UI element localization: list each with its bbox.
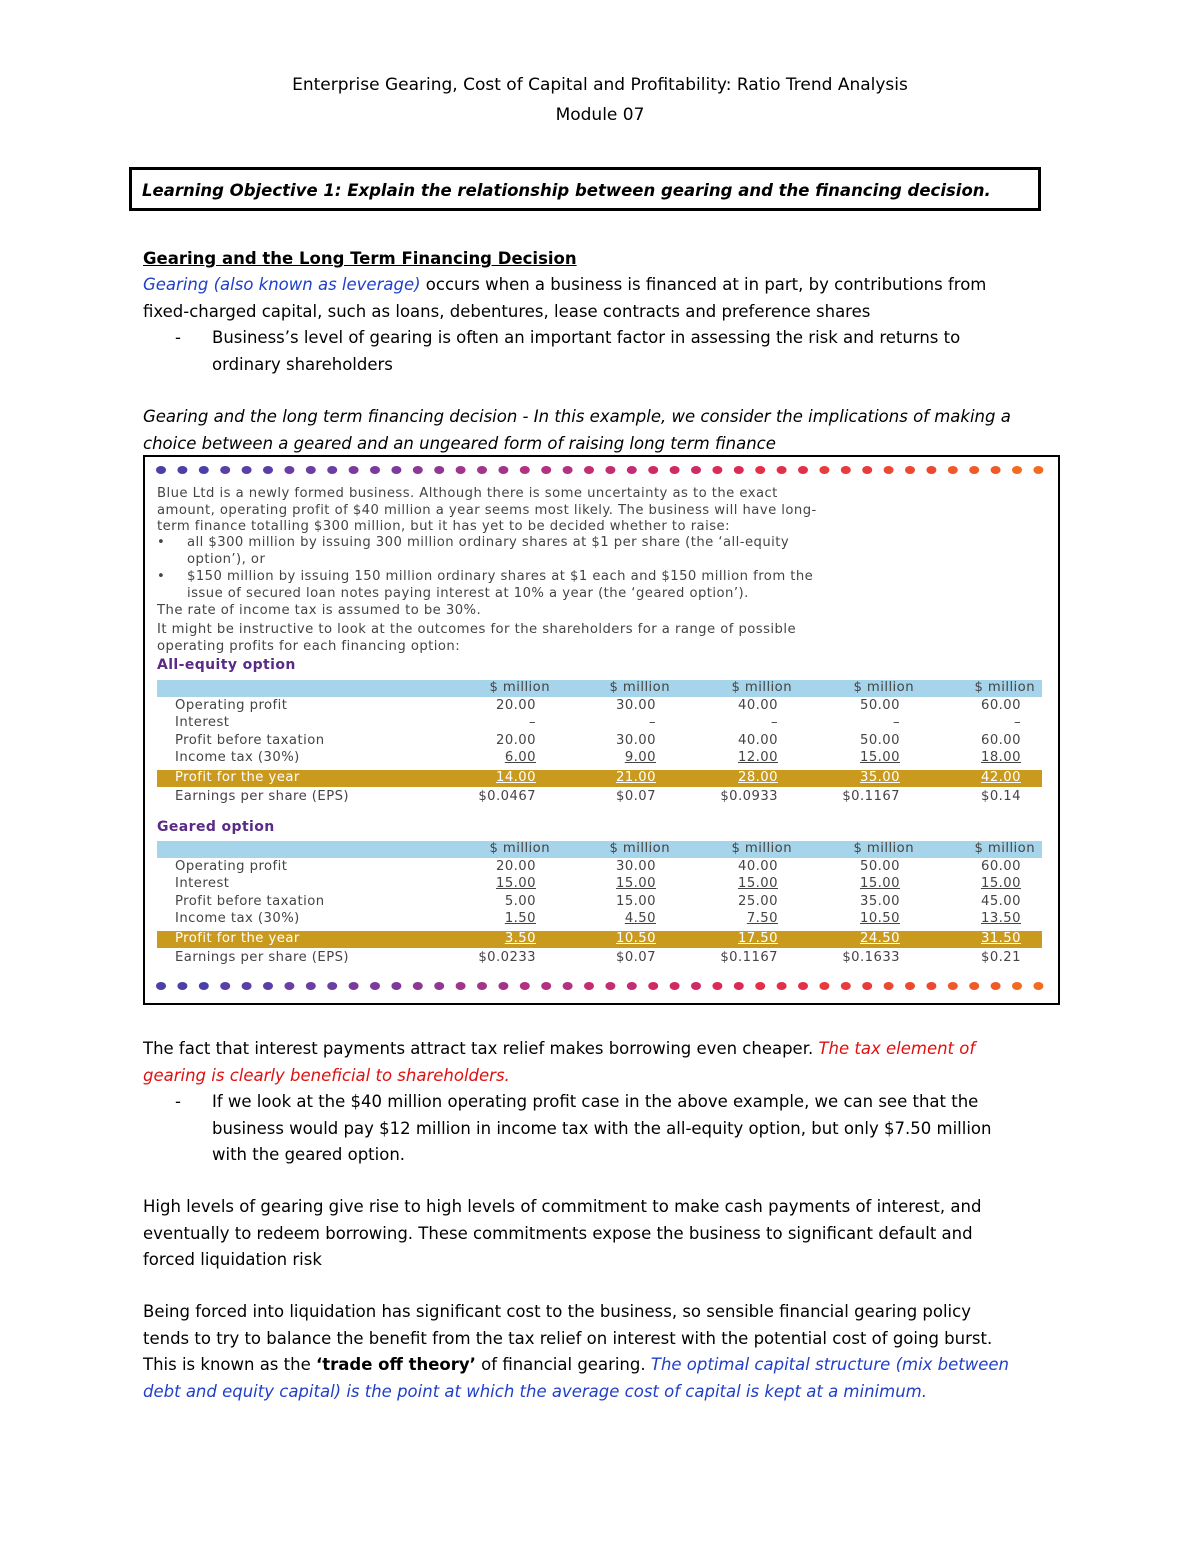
all-equity-title: All-equity option <box>157 657 296 673</box>
table-cell: 15.00 <box>859 876 900 891</box>
bullet-dot: • <box>157 569 166 584</box>
gearing-definition <box>143 272 1048 325</box>
table-cell: 3.50 <box>504 931 536 946</box>
divider-dot <box>284 982 294 990</box>
table-cell: 15.00 <box>615 876 656 891</box>
divider-dot <box>563 466 573 474</box>
table-cell: 35.00 <box>859 894 900 909</box>
p1-red2: gearing is clearly beneficial to shareholders. <box>143 1065 510 1085</box>
table-row <box>157 911 1042 928</box>
divider-dot <box>670 982 680 990</box>
table-cell: – <box>892 715 900 730</box>
divider-dot <box>584 982 594 990</box>
table-cell: 30.00 <box>615 733 656 748</box>
divider-dot <box>627 982 637 990</box>
p1-start: The fact that interest payments attract tax relief makes borrowing even cheaper. <box>143 1039 819 1058</box>
table-cell: 45.00 <box>980 894 1021 909</box>
divider-dot <box>884 466 894 474</box>
figure-intro <box>157 486 1042 536</box>
dots-divider-top <box>153 465 1048 475</box>
table-header-row <box>157 680 1042 697</box>
table-row <box>157 750 1042 767</box>
table-row <box>157 733 1042 750</box>
divider-dot <box>691 982 701 990</box>
divider-dot <box>498 982 508 990</box>
table-cell: 50.00 <box>859 698 900 713</box>
divider-dot <box>884 982 894 990</box>
divider-dot <box>798 982 808 990</box>
divider-dot <box>477 982 487 990</box>
opt1-line1: all $300 million by issuing 300 million ordinary shares at $1 per share (the ‘all-equity <box>187 535 790 550</box>
table-cell: $0.1167 <box>842 789 900 804</box>
gearing-term: Gearing (also known as leverage) <box>143 275 421 294</box>
table-cell: $0.0467 <box>478 789 536 804</box>
divider-dot <box>926 466 936 474</box>
divider-dot <box>563 982 573 990</box>
divider-dot <box>177 466 187 474</box>
divider-dot <box>242 466 252 474</box>
divider-dot <box>819 466 829 474</box>
table-cell: 20.00 <box>495 859 536 874</box>
divider-dot <box>177 982 187 990</box>
divider-dot <box>306 982 316 990</box>
p1-red1: The tax element of <box>818 1039 976 1058</box>
table-cell: 20.00 <box>495 698 536 713</box>
dots-divider-bottom <box>153 981 1048 991</box>
bullet-gearing-risk <box>175 325 1045 378</box>
p2-line1: High levels of gearing give rise to high levels of commitment to make cash payments of interest, and <box>143 1197 982 1216</box>
divider-dot <box>349 982 359 990</box>
divider-dot <box>991 466 1001 474</box>
divider-dot <box>734 466 744 474</box>
p2-line3: forced liquidation risk <box>143 1250 322 1269</box>
table-cell: 31.50 <box>980 931 1021 946</box>
divider-dot <box>755 982 765 990</box>
table-cell: $0.0933 <box>720 789 778 804</box>
column-header: $ million <box>853 680 914 695</box>
divider-dot <box>242 982 252 990</box>
table-cell: 60.00 <box>980 733 1021 748</box>
opt2-line1: $150 million by issuing 150 million ordinary shares at $1 each and $150 million from the <box>187 569 814 584</box>
divider-dot <box>755 466 765 474</box>
table-cell: 12.00 <box>737 750 778 765</box>
learning-objective-box <box>129 167 1041 211</box>
divider-dot <box>648 466 658 474</box>
divider-dot <box>627 466 637 474</box>
row-label: Profit for the year <box>175 770 300 785</box>
divider-dot <box>413 466 423 474</box>
column-header: $ million <box>974 680 1035 695</box>
table-cell: 15.00 <box>980 876 1021 891</box>
divider-dot <box>798 466 808 474</box>
table-cell: 15.00 <box>615 894 656 909</box>
section-heading <box>143 246 1048 273</box>
divider-dot <box>777 982 787 990</box>
table-cell: 6.00 <box>504 750 536 765</box>
table-cell: 40.00 <box>737 698 778 713</box>
table-cell: 50.00 <box>859 859 900 874</box>
bullet1-line2: ordinary shareholders <box>212 354 393 374</box>
example-line1: Gearing and the long term financing decision - In this example, we consider the implications of making a <box>143 407 1011 426</box>
p3-blue2: debt and equity capital) is the point at which the average cost of capital is kept at a minimum. <box>143 1381 927 1401</box>
divider-dot <box>734 982 744 990</box>
row-label: Interest <box>175 715 230 730</box>
divider-dot <box>541 982 551 990</box>
learning-objective-text: Learning Objective 1: Explain the relationship between gearing and the financing decision. <box>142 181 991 200</box>
divider-dot <box>926 982 936 990</box>
divider-dot <box>370 466 380 474</box>
divider-dot <box>327 982 337 990</box>
table-cell: 21.00 <box>615 770 656 785</box>
divider-dot <box>841 466 851 474</box>
table-cell: 10.50 <box>859 911 900 926</box>
p3-line2: tends to try to balance the benefit from the tax relief on interest with the potential cost of going burst. <box>143 1328 993 1348</box>
column-header: $ million <box>731 680 792 695</box>
divider-dot <box>199 982 209 990</box>
row-label: Profit before taxation <box>175 733 325 748</box>
column-header: $ million <box>609 841 670 856</box>
table-cell: $0.0233 <box>478 950 536 965</box>
divider-dot <box>520 466 530 474</box>
divider-dot <box>1033 466 1043 474</box>
bullet1-line1: Business’s level of gearing is often an important factor in assessing the risk and returns to <box>212 328 961 347</box>
table-row <box>157 931 1042 948</box>
table-cell: 18.00 <box>980 750 1021 765</box>
row-label: Income tax (30%) <box>175 750 300 765</box>
p3-line1: Being forced into liquidation has significant cost to the business, so sensible financial gearing policy <box>143 1302 971 1321</box>
table-cell: $0.07 <box>615 950 656 965</box>
divider-dot <box>220 466 230 474</box>
table-cell: 24.50 <box>859 931 900 946</box>
table-cell: $0.07 <box>615 789 656 804</box>
divider-dot <box>391 982 401 990</box>
table-cell: 42.00 <box>980 770 1021 785</box>
document-title: Enterprise Gearing, Cost of Capital and Profitability: Ratio Trend Analysis <box>292 75 908 95</box>
table-row <box>157 859 1042 876</box>
trade-off-term: ‘trade off theory’ <box>315 1355 476 1374</box>
table-header-row <box>157 841 1042 858</box>
option2-bullet <box>157 569 1042 602</box>
divider-dot <box>306 466 316 474</box>
divider-dot <box>434 466 444 474</box>
column-header: $ million <box>974 841 1035 856</box>
table-cell: 14.00 <box>495 770 536 785</box>
dash-marker: - <box>175 328 181 347</box>
table-cell: 1.50 <box>504 911 536 926</box>
table-cell: 28.00 <box>737 770 778 785</box>
divider-dot <box>284 466 294 474</box>
divider-dot <box>434 982 444 990</box>
definition-line2: fixed-charged capital, such as loans, debentures, lease contracts and preference shares <box>143 301 871 321</box>
instr-line2: operating profits for each financing option: <box>157 638 461 654</box>
divider-dot <box>969 466 979 474</box>
tax-relief-paragraph <box>143 1036 1048 1089</box>
table-cell: – <box>648 715 656 730</box>
table-row <box>157 698 1042 715</box>
opt2-line2: issue of secured loan notes paying interest at 10% a year (the ‘geared option’). <box>187 585 749 601</box>
table-cell: 40.00 <box>737 733 778 748</box>
divider-dot <box>327 466 337 474</box>
trade-off-paragraph <box>143 1299 1048 1405</box>
table-cell: – <box>770 715 778 730</box>
divider-dot <box>1033 982 1043 990</box>
b2-line3: with the geared option. <box>212 1145 406 1164</box>
table-cell: 35.00 <box>859 770 900 785</box>
table-row <box>157 876 1042 893</box>
table-row <box>157 789 1042 806</box>
divider-dot <box>819 982 829 990</box>
table-cell: 60.00 <box>980 698 1021 713</box>
divider-dot <box>199 466 209 474</box>
table-cell: 15.00 <box>495 876 536 891</box>
divider-dot <box>905 982 915 990</box>
intro-line1: Blue Ltd is a newly formed business. Although there is some uncertainty as to the exact <box>157 486 778 501</box>
divider-dot <box>948 466 958 474</box>
table-cell: 15.00 <box>859 750 900 765</box>
table-row <box>157 894 1042 911</box>
divider-dot <box>862 982 872 990</box>
option1-bullet <box>157 535 1042 568</box>
table-row <box>157 950 1042 967</box>
divider-dot <box>456 466 466 474</box>
example-line2: choice between a geared and an ungeared form of raising long term finance <box>143 433 776 453</box>
divider-dot <box>905 466 915 474</box>
divider-dot <box>370 982 380 990</box>
table-cell: 10.50 <box>615 931 656 946</box>
divider-dot <box>712 982 722 990</box>
dash-marker: - <box>175 1092 181 1111</box>
table-cell: 30.00 <box>615 859 656 874</box>
divider-dot <box>670 466 680 474</box>
bullet-tax-example <box>175 1089 1045 1169</box>
example-intro <box>143 404 1048 457</box>
divider-dot <box>948 982 958 990</box>
divider-dot <box>712 466 722 474</box>
table-cell: 17.50 <box>737 931 778 946</box>
table-cell: $0.14 <box>980 789 1021 804</box>
intro-line3: term finance totalling $300 million, but it has yet to be decided whether to raise: <box>157 519 730 534</box>
b2-line2: business would pay $12 million in income tax with the all-equity option, but only $7.50 million <box>212 1118 992 1138</box>
row-label: Profit for the year <box>175 931 300 946</box>
row-label: Profit before taxation <box>175 894 325 909</box>
opt1-line2: option’), or <box>187 551 266 567</box>
table-row <box>157 715 1042 732</box>
tax-rate-text: The rate of income tax is assumed to be 30%. <box>157 603 482 618</box>
divider-dot <box>648 982 658 990</box>
p3-line3b: of financial gearing. <box>475 1355 651 1374</box>
divider-dot <box>156 466 166 474</box>
row-label: Interest <box>175 876 230 891</box>
column-header: $ million <box>489 680 550 695</box>
column-header: $ million <box>731 841 792 856</box>
divider-dot <box>991 982 1001 990</box>
row-label: Income tax (30%) <box>175 911 300 926</box>
divider-dot <box>605 466 615 474</box>
divider-dot <box>391 466 401 474</box>
bullet-dot: • <box>157 535 166 550</box>
row-label: Operating profit <box>175 698 288 713</box>
table-cell: $0.21 <box>980 950 1021 965</box>
table-cell: – <box>528 715 536 730</box>
gearing-heading: Gearing and the Long Term Financing Decision <box>143 249 577 268</box>
intro-line2: amount, operating profit of $40 million a year seems most likely. The business will have long- <box>157 502 817 518</box>
divider-dot <box>862 466 872 474</box>
divider-dot <box>520 982 530 990</box>
geared-title: Geared option <box>157 819 275 835</box>
divider-dot <box>263 466 273 474</box>
divider-dot <box>691 466 701 474</box>
divider-dot <box>541 466 551 474</box>
row-label: Earnings per share (EPS) <box>175 789 350 804</box>
table-cell: 13.50 <box>980 911 1021 926</box>
row-label: Earnings per share (EPS) <box>175 950 350 965</box>
instr-line1: It might be instructive to look at the outcomes for the shareholders for a range of possible <box>157 622 797 637</box>
p3-line3a: This is known as the <box>143 1355 316 1374</box>
table-cell: 15.00 <box>737 876 778 891</box>
divider-dot <box>456 982 466 990</box>
table-cell: 60.00 <box>980 859 1021 874</box>
column-header: $ million <box>609 680 670 695</box>
table-cell: 40.00 <box>737 859 778 874</box>
definition-line1: occurs when a business is financed at in part, by contributions from <box>420 275 987 294</box>
table-cell: – <box>1013 715 1021 730</box>
divider-dot <box>263 982 273 990</box>
divider-dot <box>605 982 615 990</box>
table-cell: 5.00 <box>504 894 536 909</box>
divider-dot <box>841 982 851 990</box>
table-cell: $0.1633 <box>842 950 900 965</box>
divider-dot <box>498 466 508 474</box>
divider-dot <box>777 466 787 474</box>
divider-dot <box>477 466 487 474</box>
p2-line2: eventually to redeem borrowing. These commitments expose the business to significant default and <box>143 1223 973 1243</box>
table-cell: 25.00 <box>737 894 778 909</box>
divider-dot <box>584 466 594 474</box>
column-header: $ million <box>853 841 914 856</box>
table-row <box>157 770 1042 787</box>
table-cell: $0.1167 <box>720 950 778 965</box>
divider-dot <box>413 982 423 990</box>
divider-dot <box>349 466 359 474</box>
divider-dot <box>1012 982 1022 990</box>
column-header: $ million <box>489 841 550 856</box>
p3-blue1: The optimal capital structure (mix between <box>650 1355 1010 1374</box>
table-cell: 50.00 <box>859 733 900 748</box>
commitment-paragraph <box>143 1194 1048 1274</box>
divider-dot <box>969 982 979 990</box>
table-cell: 9.00 <box>624 750 656 765</box>
row-label: Operating profit <box>175 859 288 874</box>
table-cell: 7.50 <box>746 911 778 926</box>
module-label: Module 07 <box>555 105 645 125</box>
example-figure <box>143 455 1060 1005</box>
divider-dot <box>156 982 166 990</box>
divider-dot <box>220 982 230 990</box>
table-cell: 4.50 <box>624 911 656 926</box>
b2-line1: If we look at the $40 million operating profit case in the above example, we can see that the <box>212 1092 979 1111</box>
table-cell: 20.00 <box>495 733 536 748</box>
instruction-text <box>157 622 1042 655</box>
divider-dot <box>1012 466 1022 474</box>
table-cell: 30.00 <box>615 698 656 713</box>
